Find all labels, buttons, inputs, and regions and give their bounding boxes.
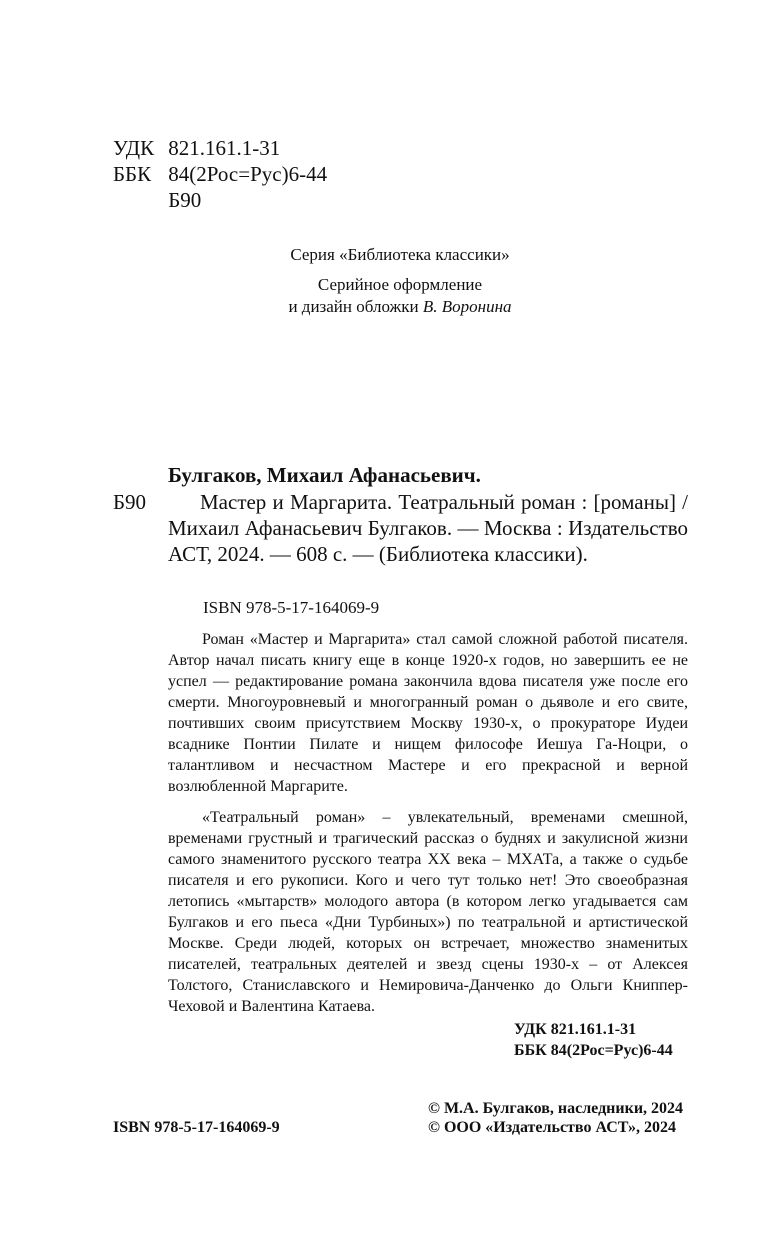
bbk-row — [113, 161, 327, 187]
annotation-paragraph-1 — [168, 629, 688, 797]
author-sign-row — [113, 187, 327, 213]
annotation-text-1: Роман «Мастер и Маргарита» стал самой сложной работой писателя. Автор начал писать книгу еще в конце 1920-х годов, но завершить ее не успел — редактирование романа закончила вдова писателя уже после его смерти. Многоуровневый и многогранный роман о дьяволе и его свите, почтивших своим присутствием Москву 1930-х, о прокураторе Иудеи всаднике Понтии Пилате и нищем философе Иешуа Га-Ноцри, о талантливом и несчастном Мастере и его прекрасной и верной возлюбленной Маргарите. — [168, 631, 688, 795]
end-classification-codes — [514, 1019, 673, 1061]
series-design-line1: Серийное оформление — [317, 275, 483, 294]
series-design-prefix: и дизайн обложки — [288, 297, 423, 316]
udk-label: УДК — [113, 136, 155, 160]
end-bbk: ББК 84(2Рос=Рус)6-44 — [514, 1042, 673, 1059]
series-design-line2 — [200, 296, 600, 318]
bib-description: Мастер и Маргарита. Театральный роман : [романы] / Михаил Афанасьевич Булгаков. — Москва : Издательство АСТ, 2024. — 608 с. — (Библиотека классики). — [168, 490, 688, 566]
copyright-heirs: © М.А. Булгаков, наследники, 2024 — [428, 1100, 684, 1117]
udk-row — [113, 135, 327, 161]
copyright-block — [428, 1099, 683, 1137]
series-title: Серия «Библиотека классики» — [290, 245, 510, 264]
annotation-paragraph-2 — [168, 807, 688, 1017]
annotation-text-2: «Театральный роман» – увлекательный, временами смешной, временами грустный и трагический рассказ о буднях и закулисной жизни самого знаменитого русского театра XX века – МХАТа, а также о судьбе писателя и его рукописи. Кого и чего тут только нет! Это своеобразная летопись «мытарств» молодого автора (в котором легко угадывается сам Булгаков и его пьеса «Дни Турбиных») по театральной и артистической Москве. Среди людей, которых он встречает, множество знаменитых писателей, театральных деятелей и звезд сцены 1930-х – от Алексея Толстого, Станиславского и Немировича-Данченко до Ольги Книппер-Чеховой и Валентина Катаева. — [168, 809, 688, 1015]
udk-value: 821.161.1-31 — [168, 136, 281, 160]
series-design — [200, 274, 600, 318]
bib-isbn: ISBN 978-5-17-164069-9 — [203, 598, 380, 617]
bbk-label: ББК — [113, 162, 152, 186]
designer-name: В. Воронина — [422, 297, 512, 316]
footer-isbn: ISBN 978-5-17-164069-9 — [113, 1119, 280, 1136]
classification-codes — [113, 135, 327, 213]
end-udk: УДК 821.161.1-31 — [514, 1021, 637, 1038]
author-sign: Б90 — [168, 188, 202, 212]
author-heading: Булгаков, Михаил Афанасьевич. — [168, 463, 481, 487]
copyright-publisher: © ООО «Издательство АСТ», 2024 — [428, 1119, 677, 1136]
bib-author-sign: Б90 — [113, 490, 147, 514]
bbk-value: 84(2Рос=Рус)6-44 — [168, 162, 328, 186]
